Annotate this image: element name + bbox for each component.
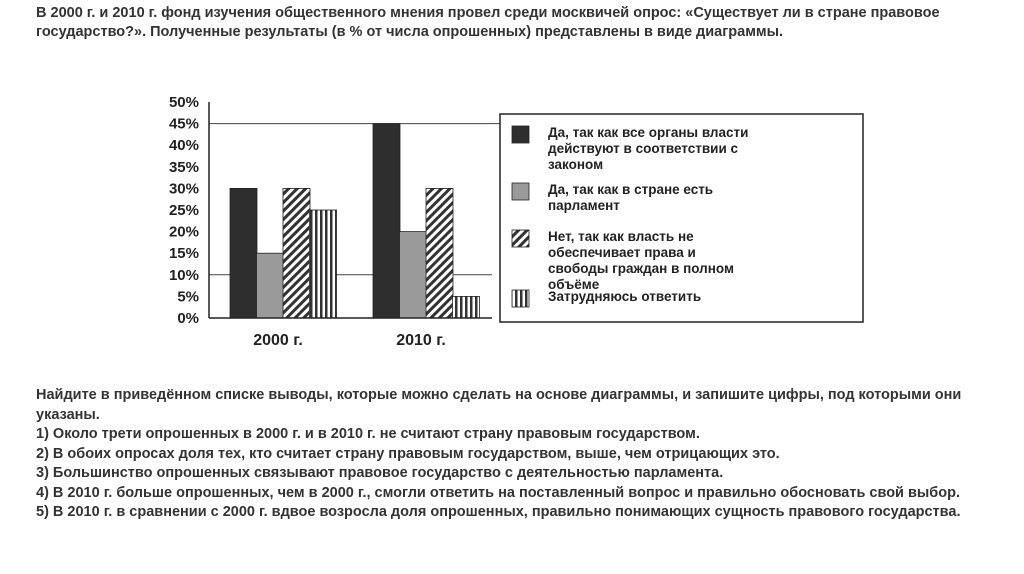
y-tick-label: 10% [168, 266, 199, 284]
bar-2-series-2 [400, 232, 427, 318]
task-item-1: 1) Около трети опрошенных в 2000 г. и в 2010 г. не считают страну правовым государством. [36, 426, 700, 442]
y-tick-label: 35% [168, 158, 199, 176]
bar-1-series-3 [283, 188, 310, 318]
bar-1-series-1 [230, 188, 257, 318]
y-tick-label: 25% [168, 202, 199, 219]
y-tick-label: 15% [168, 245, 199, 263]
intro-text: В 2000 г. и 2010 г. фонд изучения общественного мнения провел среди москвичей опрос: «Существует ли в стране правовое государство?». Полученные результаты (в % от числа опрошенных) представлены в виде диаграммы. [36, 5, 940, 40]
legend-swatch [512, 126, 529, 143]
bar-1-series-4 [310, 210, 337, 318]
y-tick-label: 20% [168, 223, 199, 241]
legend-swatch [512, 290, 529, 307]
y-tick-label: 5% [177, 288, 199, 306]
legend-swatch [512, 230, 529, 247]
x-category-label: 2010 г. [396, 332, 446, 349]
bar-1-series-2 [257, 253, 284, 318]
bar-2-series-1 [373, 124, 400, 318]
y-tick-label: 50% [168, 94, 199, 111]
x-category-label: 2000 г. [253, 332, 303, 349]
task-heading: Найдите в приведённом списке выводы, которые можно сделать на основе диаграммы, и запишите цифры, под которыми они указаны. [36, 387, 962, 423]
bar-2-series-3 [426, 188, 453, 318]
y-tick-label: 45% [168, 115, 199, 133]
y-tick-label: 40% [168, 137, 199, 155]
task-section [36, 386, 996, 523]
legend-label: Да, так как в стране есть парламент [548, 182, 714, 213]
legend-label: Затрудняюсь ответить [548, 289, 702, 304]
legend-swatch [512, 183, 529, 200]
bar-2-series-4 [453, 296, 480, 318]
task-item-2: 2) В обоих опросах доля тех, кто считает страну правовым государством, выше, чем отрицающих это. [36, 445, 780, 462]
task-item-4: 4) В 2010 г. больше опрошенных, чем в 2000 г., смогли ответить на поставленный вопрос и правильно обосновать свой выбор. [36, 484, 960, 501]
task-item-5: 5) В 2010 г. в сравнении с 2000 г. вдвое возросла доля опрошенных, правильно понимающих сущность правового государства. [36, 504, 961, 520]
task-item-3: 3) Большинство опрошенных связывают правовое государство с деятельностью парламента. [36, 465, 724, 481]
legend-label: Да, так как все органы власти действуют в соответствии с законом [548, 125, 749, 172]
legend-label: Нет, так как власть не обеспечивает права и свободы граждан в полном объёме [548, 229, 734, 292]
y-tick-label: 0% [177, 310, 199, 327]
y-tick-label: 30% [168, 180, 199, 198]
